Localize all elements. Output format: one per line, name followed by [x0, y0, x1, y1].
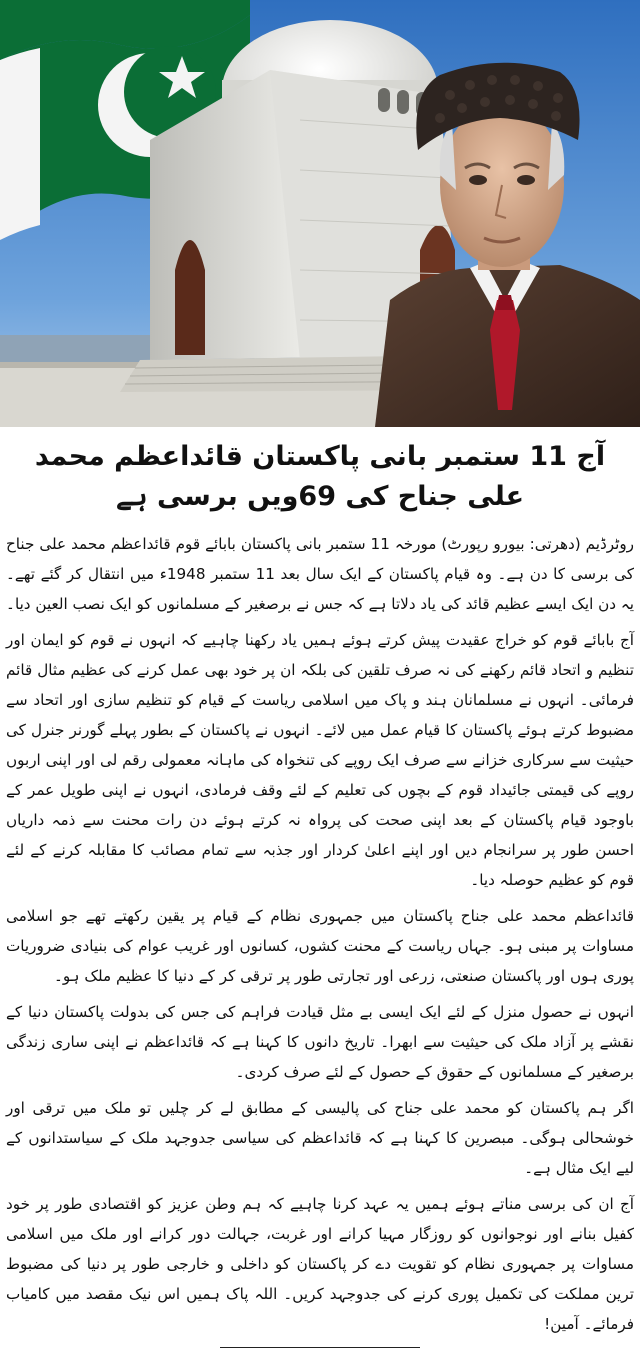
paragraph-tribute: آج بابائے قوم کو خراج عقیدت پیش کرتے ہوئے ہمیں یاد رکھنا چاہیے کہ انہوں نے قوم کو ایمان اور تنظیم و اتحاد قائم رکھنے کی نہ صرف تلقین کی بلکہ ان پر خود بھی عمل کرنے کی عظیم مثال قائم فرمائی۔ انہوں نے مسلمانان ہند و پاک میں اسلامی ریاست کے قیام کو تنظیم سازی اور اتحاد سے مضبوط کرتے ہوئے پاکستان کا قیام عمل میں لائے۔ انہوں نے پاکستان کے بطور پہلے گورنر جنرل کی حیثیت سے سرکاری خزانے سے صرف ایک روپے کی تنخواہ کی ماہانہ معمولی رقم لی اور اپنی اربوں روپے کی قیمتی جائیداد قوم کے بچوں کی تعلیم کے لئے وقف فرمادی، انہوں نے اپنی طویل عمر کے باوجود قیام پاکستان کے بعد اپنی صحت کی پرواہ نہ کرتے ہوئے دن رات محنت سے ذمہ داریاں احسن طور پر سرانجام دیں اور اپنے اعلیٰ کردار اور جذبہ سے تمام مصائب کا مقابلہ کرنے کے لئے قوم کو عظیم حوصلہ دیا۔ — [6, 631, 634, 889]
article — [0, 437, 640, 1348]
hero-illustration — [0, 0, 640, 427]
paragraph-leadership: انہوں نے حصول منزل کے لئے ایک ایسی بے مثل قیادت فراہم کی جس کی بدولت پاکستان دنیا کے نقشے پر آزاد ملک کی حیثیت سے ابھرا۔ تاریخ دانوں کا کہنا ہے کہ قائداعظم نے اپنی ساری زندگی برصغیر کے مسلمانوں کے حقوق کے حصول کے لئے صرف کردی۔ — [6, 1003, 634, 1081]
paragraph-democracy: قائداعظم محمد علی جناح پاکستان میں جمہوری نظام کے قیام پر یقین رکھتے تھے جو اسلامی مساوات پر مبنی ہو۔ جہاں ریاست کے محنت کشوں، کسانوں اور غریب عوام کی بنیادی ضروریات پوری ہوں اور پاکستان صنعتی، زرعی اور تجارتی طور پر ترقی کر کے دنیا کا عظیم ملک ہو۔ — [6, 907, 634, 985]
hero-image — [0, 0, 640, 427]
headline: آج 11 ستمبر بانی پاکستان قائداعظم محمد علی جناح کی 69ویں برسی ہے — [34, 441, 606, 512]
paragraph-intro: روٹرڈیم (دھرتی: بیورو رپورٹ) مورخہ 11 ستمبر بانی پاکستان بابائے قوم قائداعظم محمد علی جناح کی برسی کا دن ہے۔ وہ قیام پاکستان کے ایک سال بعد 11 ستمبر 1948ء میں انتقال کر گئے تھے۔ یہ دن ایک ایسے عظیم قائد کی یاد دلاتا ہے کہ جس نے برصغیر کے مسلمانوں کو ایک نصب العین دیا۔ — [6, 535, 635, 613]
paragraph-policy: اگر ہم پاکستان کو محمد علی جناح کی پالیسی کے مطابق لے کر چلیں تو ملک میں ترقی اور خوشحالی ہوگی۔ مبصرین کا کہنا ہے کہ قائداعظم کی سیاسی جدوجہد ملک کے سیاستدانوں کے لیے ایک مثال ہے۔ — [6, 1099, 634, 1177]
paragraph-pledge: آج ان کی برسی مناتے ہوئے ہمیں یہ عہد کرنا چاہیے کہ ہم وطن عزیز کو اقتصادی طور پر خود کفیل بنانے اور نوجوانوں کو روزگار مہیا کرانے اور غربت، جہالت دور کرانے اور ملک میں اسلامی مساوات پر جمہوری نظام کو تقویت دے کر پاکستان کو داخلی و خارجی طور پر دنیا کی مضبوط ترین مملکت کی تکمیل پوری کرنے کی جدوجہد کریں۔ اللہ پاک ہمیں اس نیک مقصد میں کامیاب فرمائے۔ آمین! — [6, 1195, 634, 1333]
